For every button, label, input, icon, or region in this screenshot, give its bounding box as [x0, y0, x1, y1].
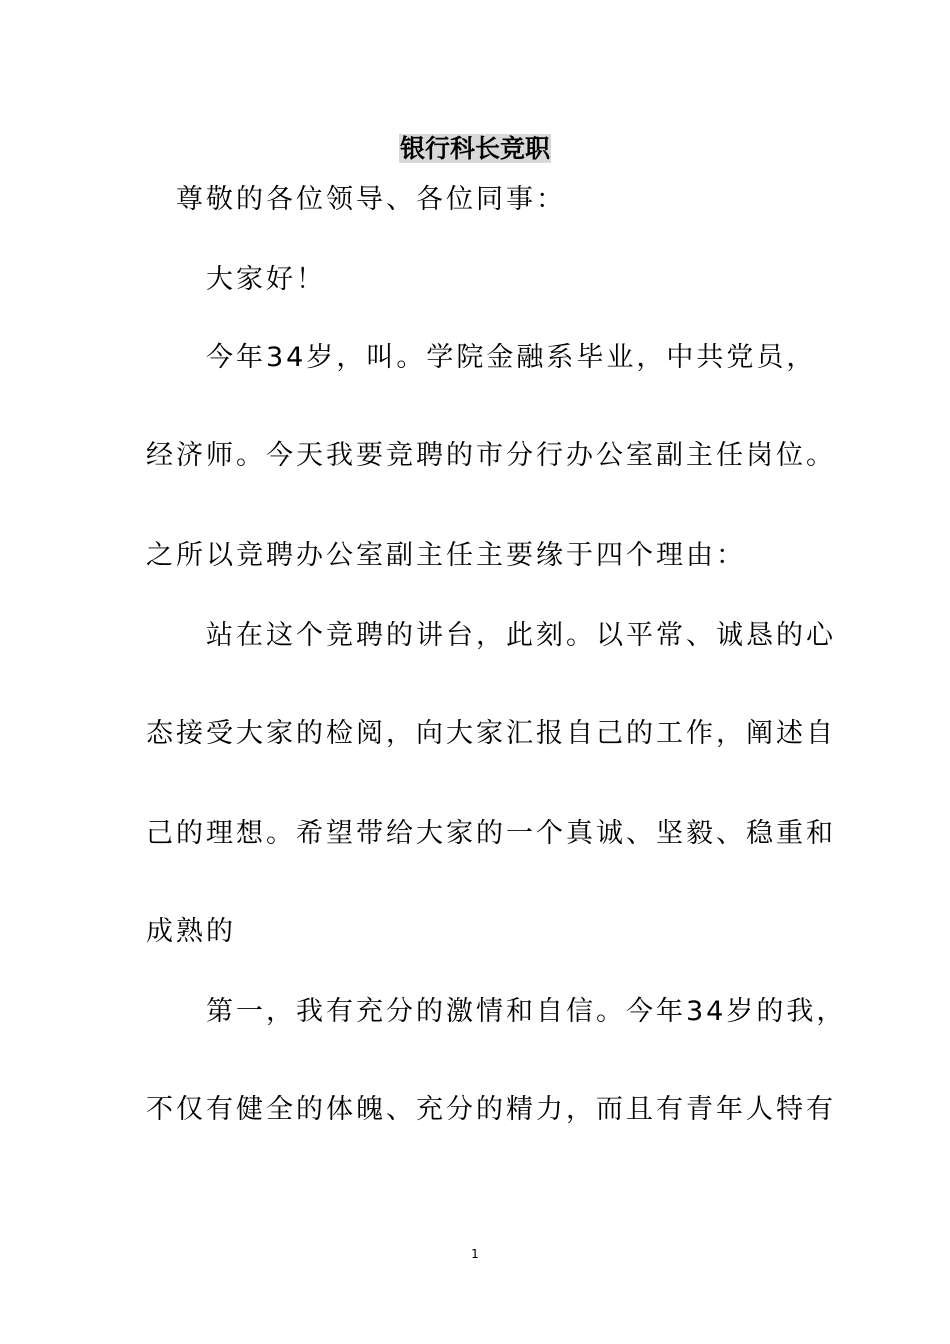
paragraph-line: 之所以竞聘办公室副主任主要缘于四个理由：: [146, 540, 746, 571]
page-number: 1: [471, 1247, 479, 1261]
paragraph-line: 态接受大家的检阅，向大家汇报自己的工作，阐述自: [146, 718, 836, 749]
paragraph-line: 第一，我有充分的激情和自信。今年34岁的我，: [206, 996, 847, 1027]
paragraph-line: 不仅有健全的体魄、充分的精力，而且有青年人特有: [146, 1094, 836, 1125]
document-title-text: 银行科长竞职: [399, 134, 550, 163]
paragraph-line: 今年34岁，叫。学院金融系毕业，中共党员，: [206, 342, 817, 373]
paragraph-line: 己的理想。希望带给大家的一个真诚、坚毅、稳重和: [146, 818, 836, 849]
paragraph-line: 站在这个竞聘的讲台，此刻。以平常、诚恳的心: [206, 620, 836, 651]
greeting-line: 大家好！: [206, 264, 326, 295]
paragraph-line: 经济师。今天我要竞聘的市分行办公室副主任岗位。: [146, 440, 836, 471]
document-title: [0, 132, 950, 166]
paragraph-line: 成熟的: [146, 916, 236, 947]
salutation-line: 尊敬的各位领导、各位同事：: [176, 184, 566, 215]
